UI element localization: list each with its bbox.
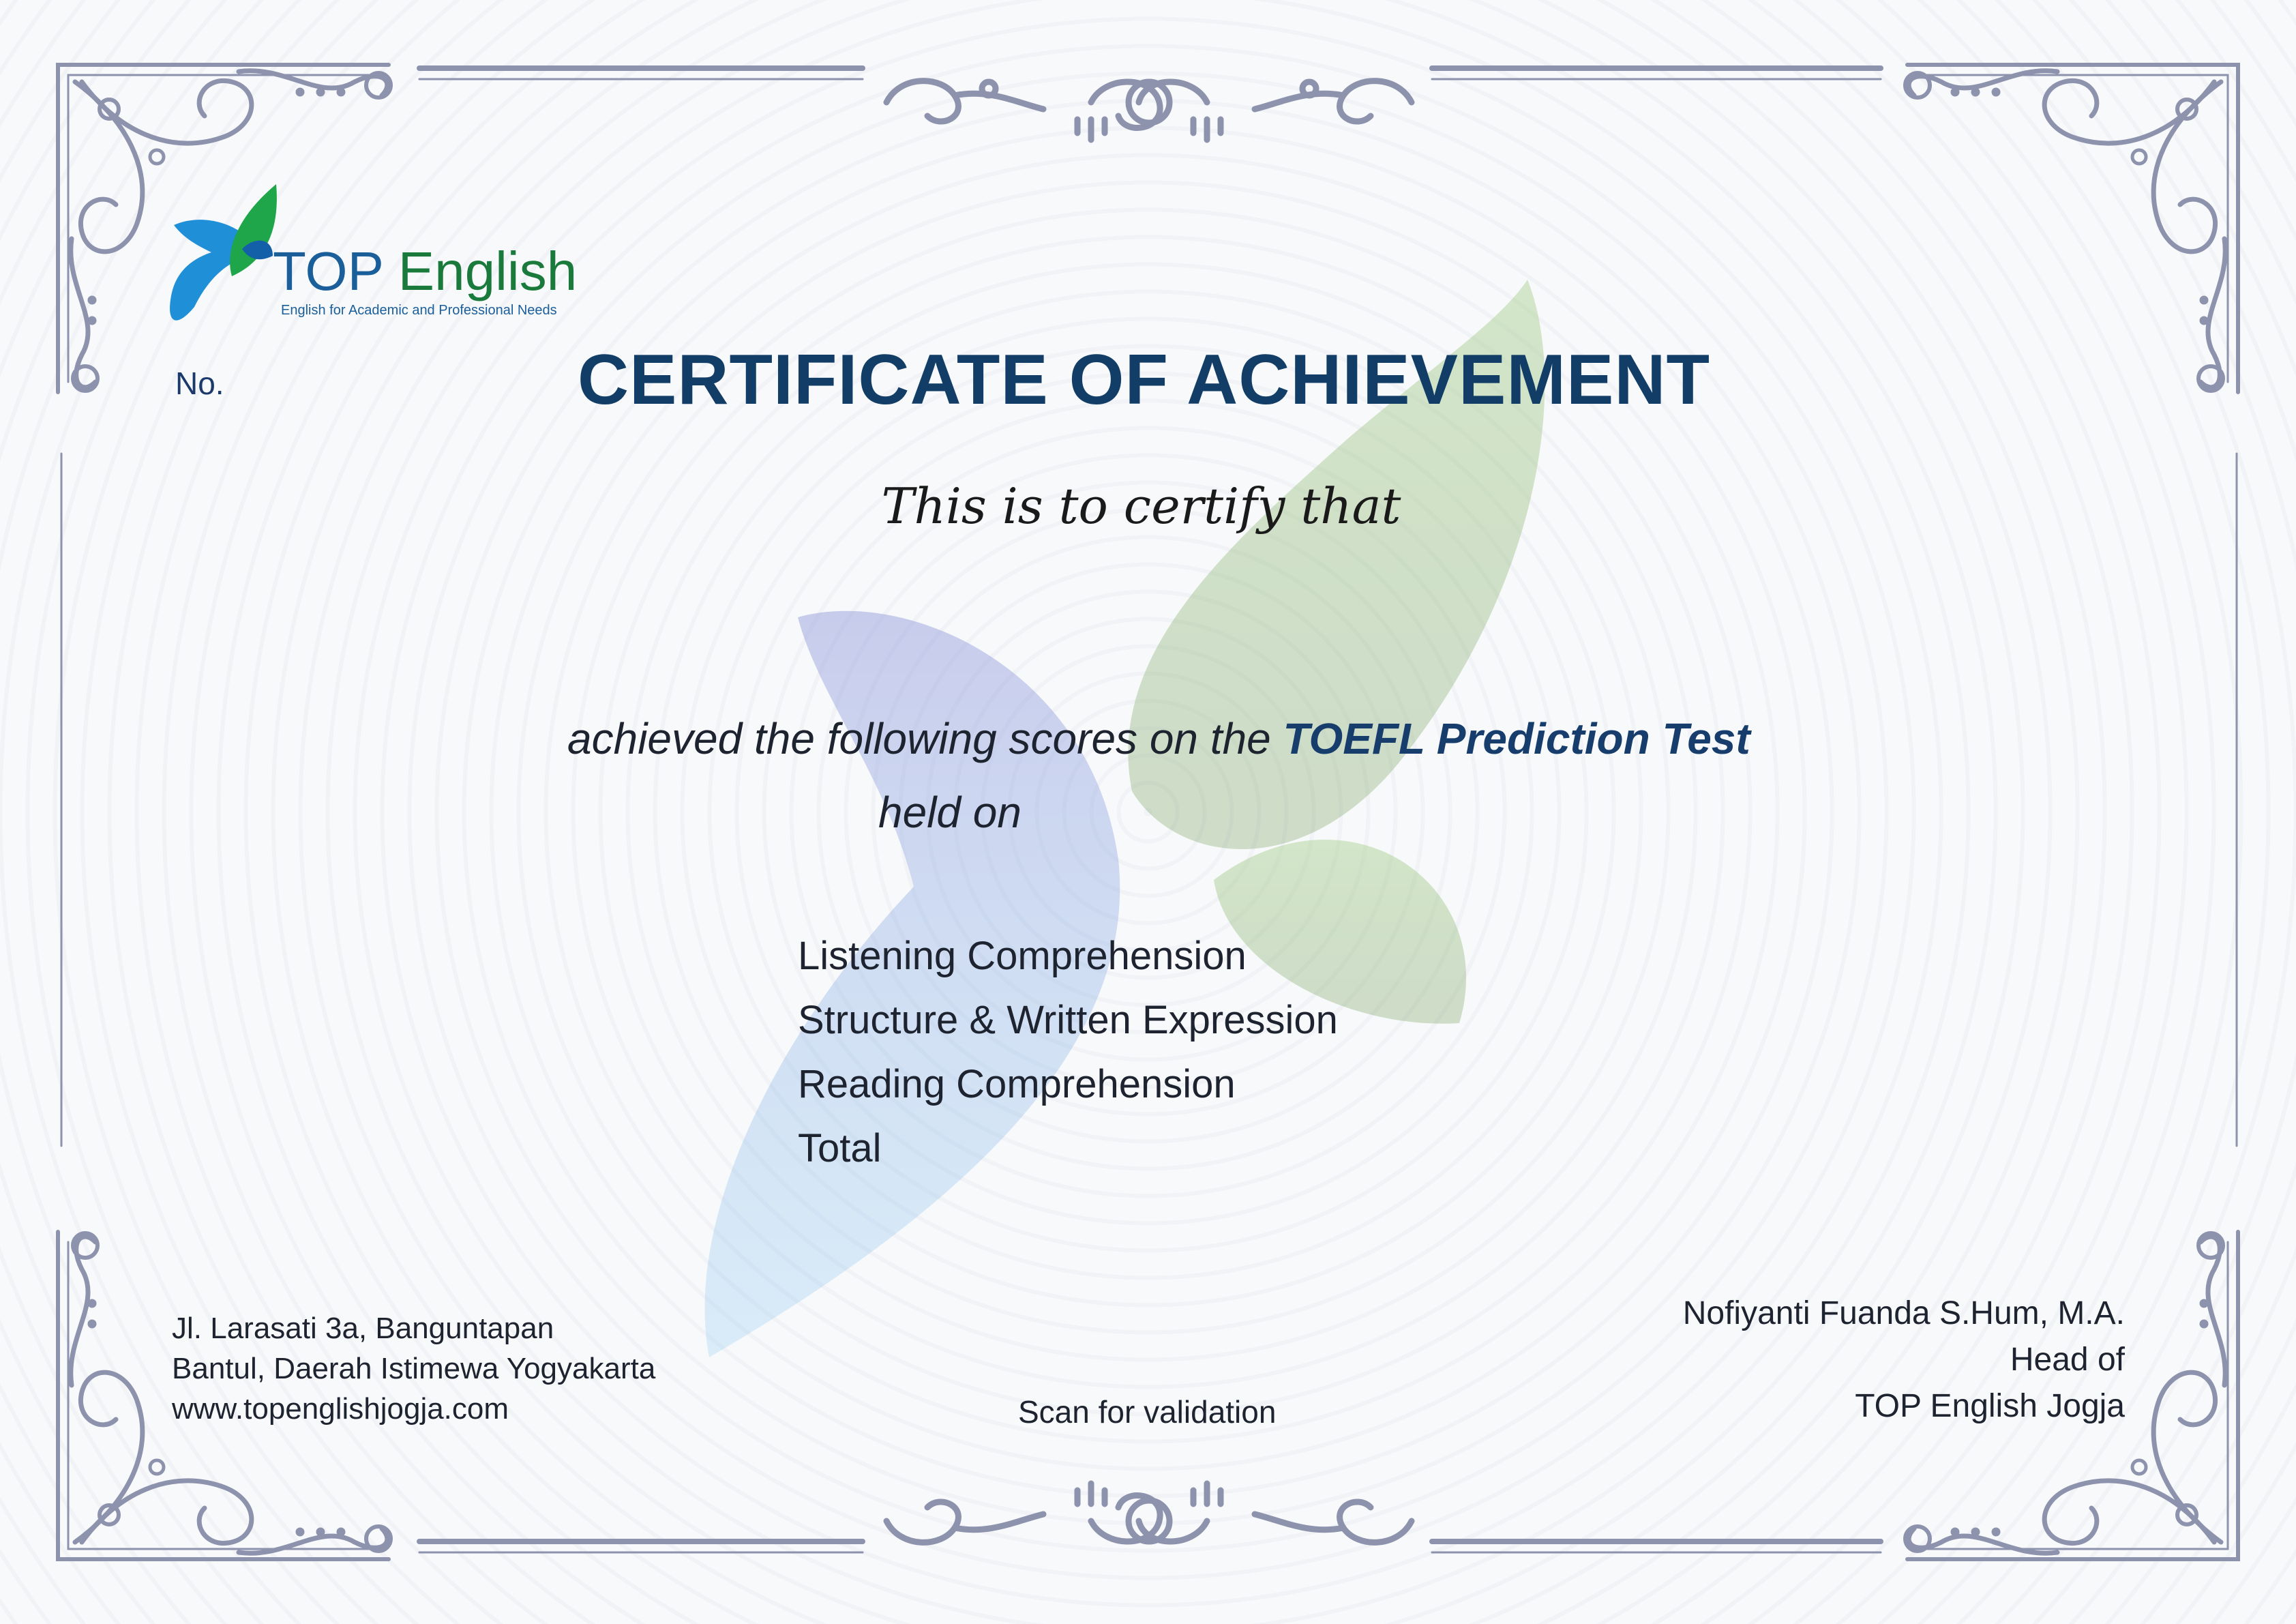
signatory-organization: TOP English Jogja <box>1855 1388 2125 1424</box>
certify-line: This is to certify that <box>881 477 1401 535</box>
signatory-role: Head of <box>2010 1342 2125 1378</box>
logo-brand-english: English <box>398 241 578 301</box>
score-section-reading: Reading Comprehension <box>798 1062 1236 1106</box>
address-block <box>172 1308 655 1429</box>
address-line: Bantul, Daerah Istimewa Yogyakarta <box>172 1352 656 1385</box>
score-section-listening: Listening Comprehension <box>798 934 1247 978</box>
scan-for-validation-label: Scan for validation <box>1018 1394 1277 1430</box>
signatory-name: Nofiyanti Fuanda S.Hum, M.A. <box>1682 1295 2125 1331</box>
certificate-title: CERTIFICATE OF ACHIEVEMENT <box>577 340 1711 419</box>
website-link[interactable]: www.topenglishjogja.com <box>172 1392 509 1426</box>
achievement-statement <box>567 713 1750 764</box>
signatory-block <box>1683 1290 2125 1430</box>
address-line: Jl. Larasati 3a, Banguntapan <box>172 1312 554 1345</box>
logo-wordmark <box>273 240 577 303</box>
logo-tagline: English for Academic and Professional Needs <box>281 303 557 318</box>
held-on-label: held on <box>878 788 1022 837</box>
test-name: TOEFL Prediction Test <box>1283 714 1750 763</box>
score-section-total: Total <box>798 1126 882 1170</box>
achievement-prefix: achieved the following scores on the <box>567 714 1283 763</box>
score-section-structure: Structure & Written Expression <box>798 998 1338 1042</box>
score-sections-list <box>798 924 1338 1181</box>
certificate-number-label: No. <box>175 366 224 401</box>
logo-brand-top: TOP <box>273 241 383 301</box>
